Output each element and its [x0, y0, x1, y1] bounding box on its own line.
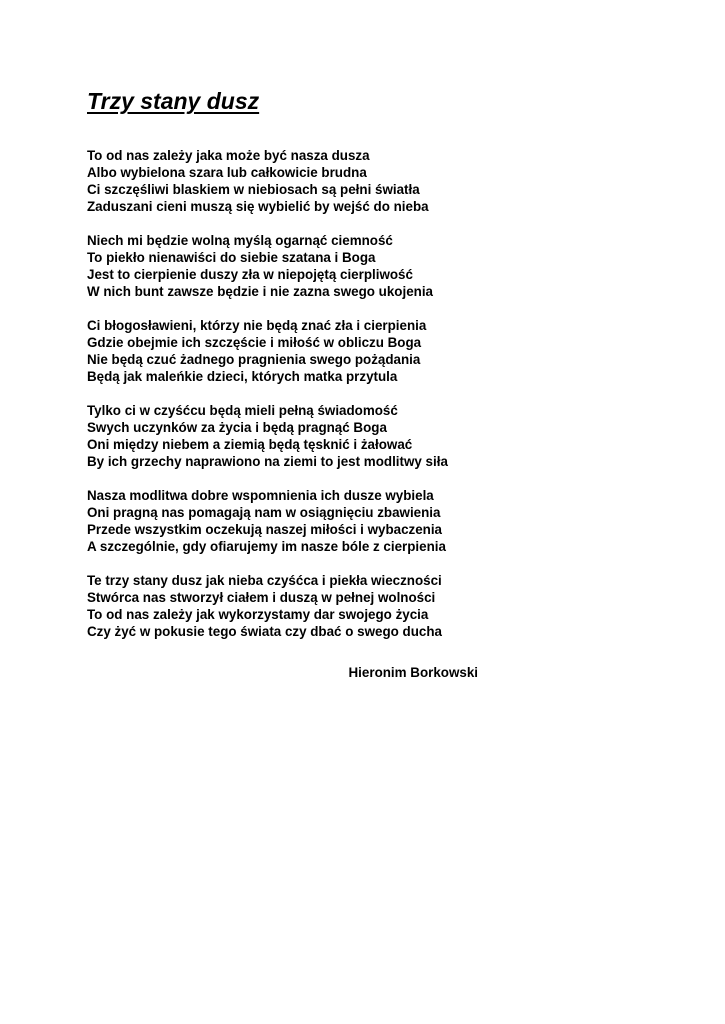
poem-body	[87, 147, 507, 657]
poem-line: Nasza modlitwa dobre wspomnienia ich dusze wybiela	[87, 488, 434, 503]
poem-line: Gdzie obejmie ich szczęście i miłość w obliczu Boga	[87, 335, 422, 350]
poem-line: Stwórca nas stworzył ciałem i duszą w pełnej wolności	[87, 590, 436, 605]
stanza-3	[87, 317, 507, 385]
poem-line: A szczególnie, gdy ofiarujemy im nasze bóle z cierpienia	[87, 539, 446, 554]
stanza-1	[87, 147, 507, 215]
poem-line: Niech mi będzie wolną myślą ogarnąć ciemność	[87, 233, 393, 248]
poem-line: Oni między niebem a ziemią będą tęsknić i żałować	[87, 437, 413, 452]
stanza-2	[87, 232, 507, 300]
poem-line: W nich bunt zawsze będzie i nie zazna swego ukojenia	[87, 284, 433, 299]
author-signature: Hieronim Borkowski	[348, 665, 478, 680]
poem-line: Te trzy stany dusz jak nieba czyśćca i piekła wieczności	[87, 573, 442, 588]
poem-line: Albo wybielona szara lub całkowicie brudna	[87, 165, 367, 180]
poem-line: Tylko ci w czyśćcu będą mieli pełną świadomość	[87, 403, 398, 418]
poem-line: Przede wszystkim oczekują naszej miłości i wybaczenia	[87, 522, 443, 537]
stanza-6	[87, 572, 507, 640]
poem-line: Czy żyć w pokusie tego świata czy dbać o swego ducha	[87, 624, 442, 639]
poem-line: Swych uczynków za życia i będą pragnąć Boga	[87, 420, 387, 435]
stanza-5	[87, 487, 507, 555]
poem-line: Oni pragną nas pomagają nam w osiągnięciu zbawienia	[87, 505, 441, 520]
poem-line: To od nas zależy jak wykorzystamy dar swojego życia	[87, 607, 429, 622]
poem-title: Trzy stany dusz	[87, 88, 260, 114]
poem-line: Ci szczęśliwi blaskiem w niebiosach są pełni światła	[87, 182, 420, 197]
poem-line: To piekło nienawiści do siebie szatana i Boga	[87, 250, 376, 265]
poem-line: To od nas zależy jaka może być nasza dusza	[87, 148, 370, 163]
poem-line: Będą jak maleńkie dzieci, których matka przytula	[87, 369, 398, 384]
poem-line: Nie będą czuć żadnego pragnienia swego pożądania	[87, 352, 421, 367]
poem-line: Zaduszani cieni muszą się wybielić by wejść do nieba	[87, 199, 429, 214]
poem-line: Jest to cierpienie duszy zła w niepojętą cierpliwość	[87, 267, 413, 282]
poem-line: By ich grzechy naprawiono na ziemi to jest modlitwy siła	[87, 454, 448, 469]
poem-line: Ci błogosławieni, którzy nie będą znać zła i cierpienia	[87, 318, 427, 333]
stanza-4	[87, 402, 507, 470]
